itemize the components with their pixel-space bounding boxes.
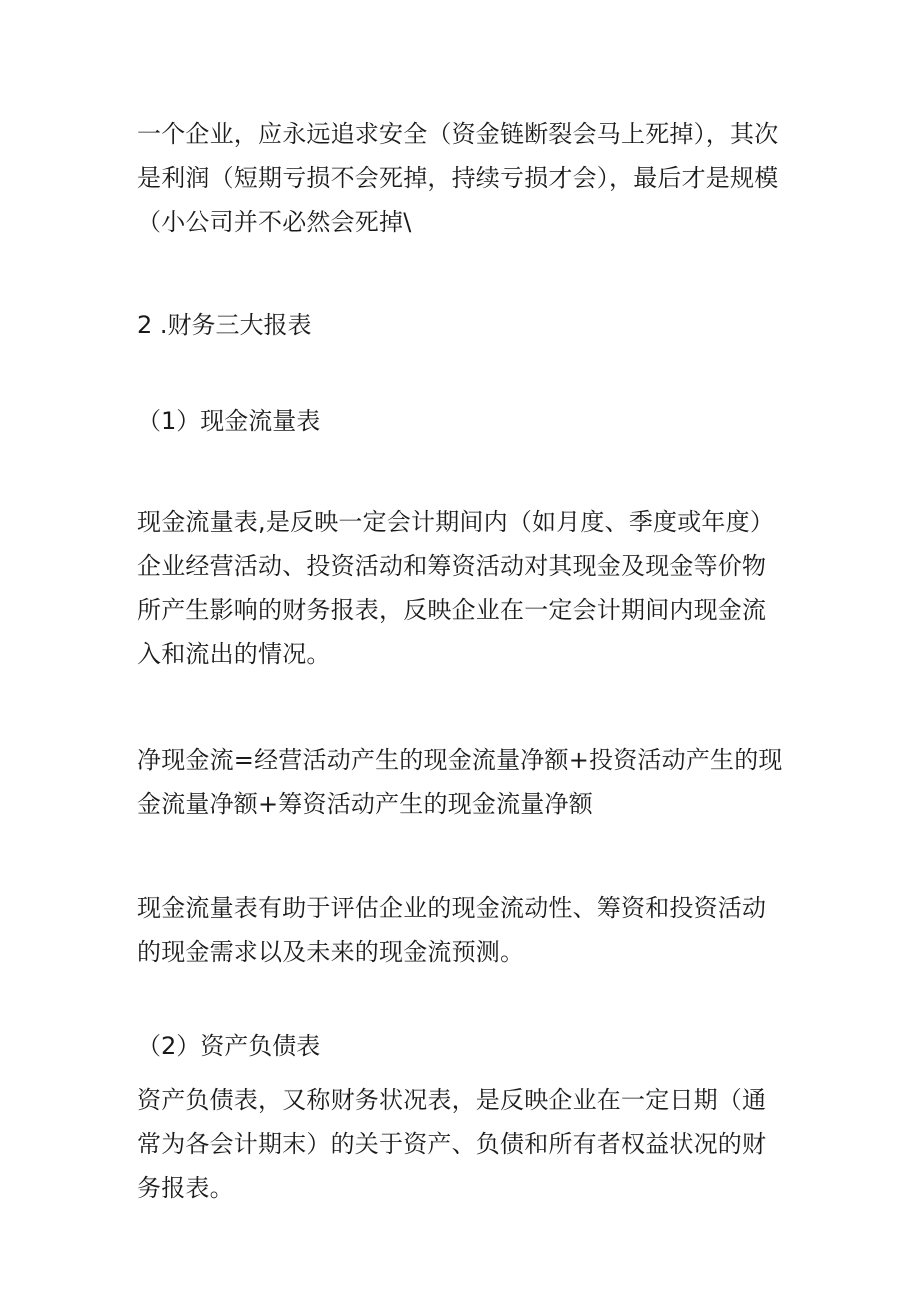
paragraph-cash-flow-definition: 现金流量表,是反映一定会计期间内（如月度、季度或年度）企业经营活动、投资活动和筹资活动对其现金及现金等价物所产生影响的财务报表，反映企业在一定会计期间内现金流入和流出的情况。	[137, 508, 775, 668]
subsection-title-balance-sheet: （2）资产负债表	[137, 1032, 321, 1060]
paragraph-balance-sheet-definition: 资产负债表，又称财务状况表，是反映企业在一定日期（通常为各会计期末）的关于资产、负债和所有者权益状况的财务报表。	[137, 1086, 767, 1202]
paragraph-intro: 一个企业，应永远追求安全（资金链断裂会马上死掉），其次是利润（短期亏损不会死掉，持续亏损才会），最后才是规模（小公司并不必然会死掉\	[137, 120, 779, 236]
paragraph-net-cash-formula: 净现金流=经营活动产生的现金流量净额+投资活动产生的现金流量净额+筹资活动产生的现金流量净额	[137, 746, 783, 818]
section-title: 2 .财务三大报表	[137, 311, 312, 339]
paragraph-cash-flow-use: 现金流量表有助于评估企业的现金流动性、筹资和投资活动的现金需求以及未来的现金流预测。	[137, 894, 767, 966]
subsection-title-cash-flow: （1）现金流量表	[137, 407, 321, 435]
